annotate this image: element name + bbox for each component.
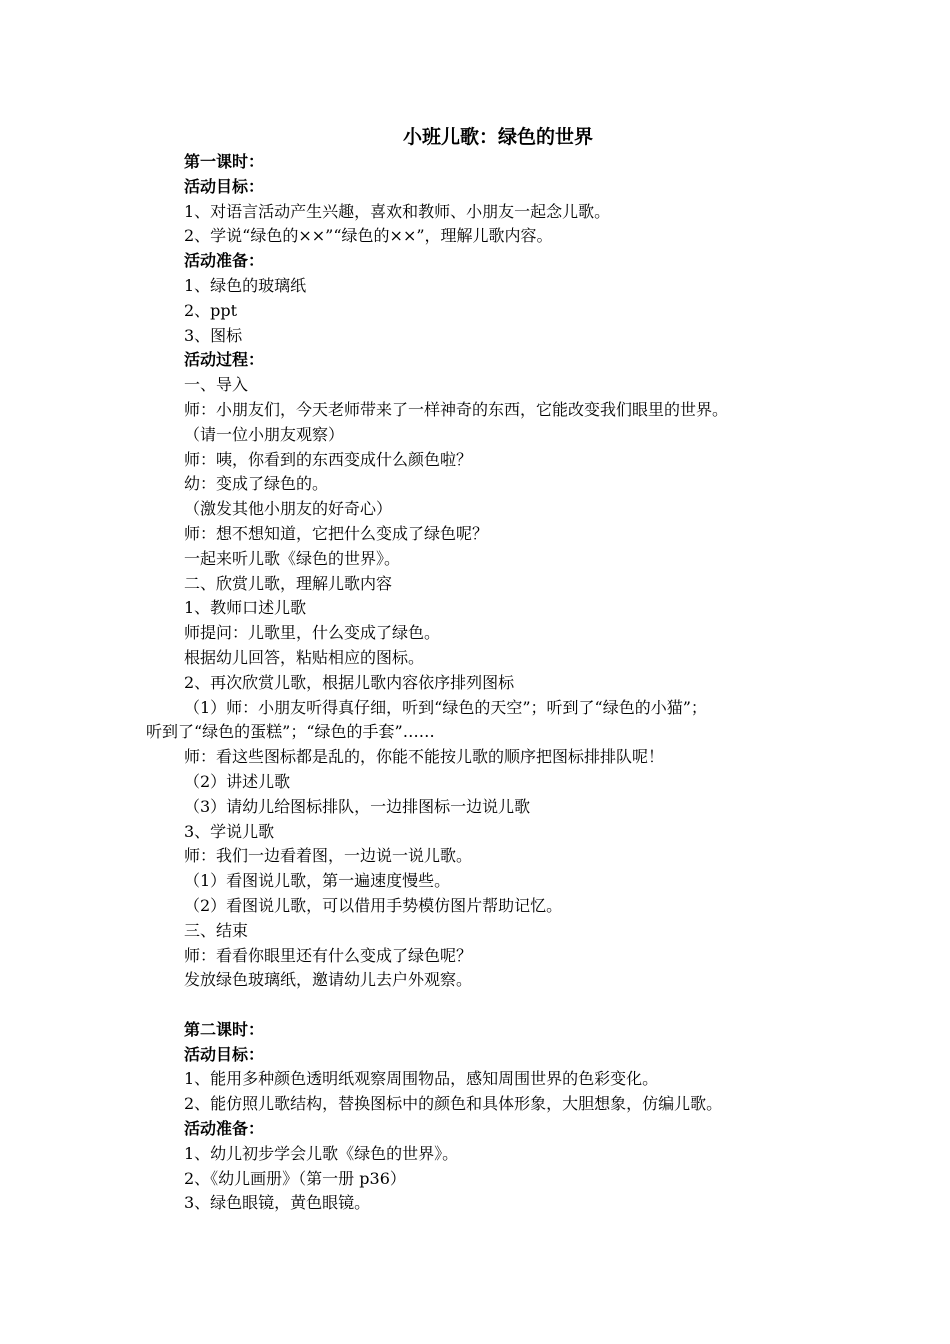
text-line: 师：想不想知道，它把什么变成了绿色呢？ [184,523,489,543]
section-heading: 活动目标： [184,1044,265,1064]
text-line: 3、绿色眼镜，黄色眼镜。 [184,1193,371,1213]
text-line: 三、结束 [184,920,249,940]
text-line: 2、ppt [184,300,238,320]
document-body [0,150,950,1216]
text-line: 1、教师口述儿歌 [184,598,307,618]
section-heading: 活动目标： [184,176,265,196]
text-line: （2）看图说儿歌，可以借用手势模仿图片帮助记忆。 [184,895,563,915]
text-line: 听到了“绿色的蛋糕”；“绿色的手套”…… [146,722,435,742]
text-line: 1、绿色的玻璃纸 [184,275,307,295]
section-heading: 第二课时： [184,1019,265,1039]
text-line: 师：咦，你看到的东西变成什么颜色啦？ [184,449,473,469]
text-line: 2、学说“绿色的××”“绿色的××”，理解儿歌内容。 [184,226,553,246]
text-line: 一起来听儿歌《绿色的世界》。 [184,548,401,568]
text-line: （激发其他小朋友的好奇心） [184,499,393,519]
document-title: 小班儿歌：绿色的世界 [402,126,593,148]
section-heading: 活动过程： [184,350,265,370]
text-line: 一、导入 [184,375,249,395]
text-line: 师：看看你眼里还有什么变成了绿色呢？ [184,945,473,965]
section-heading: 活动准备： [184,251,265,271]
text-line: 1、幼儿初步学会儿歌《绿色的世界》。 [184,1143,459,1163]
text-line: 幼：变成了绿色的。 [184,474,329,494]
section-heading: 第一课时： [184,152,265,171]
text-line: 根据幼儿回答，粘贴相应的图标。 [184,647,425,667]
text-line: 师：小朋友们，今天老师带来了一样神奇的东西，它能改变我们眼里的世界。 [184,399,729,419]
text-line: （请一位小朋友观察） [184,424,345,444]
text-line: 2、再次欣赏儿歌，根据儿歌内容依序排列图标 [184,672,515,692]
section-heading: 活动准备： [184,1119,265,1139]
text-line: （1）师：小朋友听得真仔细，听到“绿色的天空”；听到了“绿色的小猫”； [184,697,707,717]
text-line: 3、图标 [184,325,243,345]
text-line: 1、对语言活动产生兴趣，喜欢和教师、小朋友一起念儿歌。 [184,201,611,221]
text-line: 发放绿色玻璃纸，邀请幼儿去户外观察。 [184,970,473,990]
text-line: 师：我们一边看着图，一边说一说儿歌。 [184,846,473,866]
text-line: （3）请幼儿给图标排队，一边排图标一边说儿歌 [184,796,531,816]
text-line: 3、学说儿歌 [184,821,275,841]
text-line: 1、能用多种颜色透明纸观察周围物品，感知周围世界的色彩变化。 [184,1069,659,1089]
text-line: 师：看这些图标都是乱的，你能不能按儿歌的顺序把图标排排队呢！ [184,747,665,767]
text-line: （2）讲述儿歌 [184,771,291,791]
text-line: （1）看图说儿歌，第一遍速度慢些。 [184,871,451,891]
text-line: 师提问：儿歌里，什么变成了绿色。 [184,623,441,643]
text-line: 2、《幼儿画册》（第一册 p36） [184,1168,406,1188]
blank-line [0,993,950,1018]
text-line: 二、欣赏儿歌，理解儿歌内容 [184,573,393,593]
text-line: 2、能仿照儿歌结构，替换图标中的颜色和具体形象，大胆想象，仿编儿歌。 [184,1094,723,1114]
